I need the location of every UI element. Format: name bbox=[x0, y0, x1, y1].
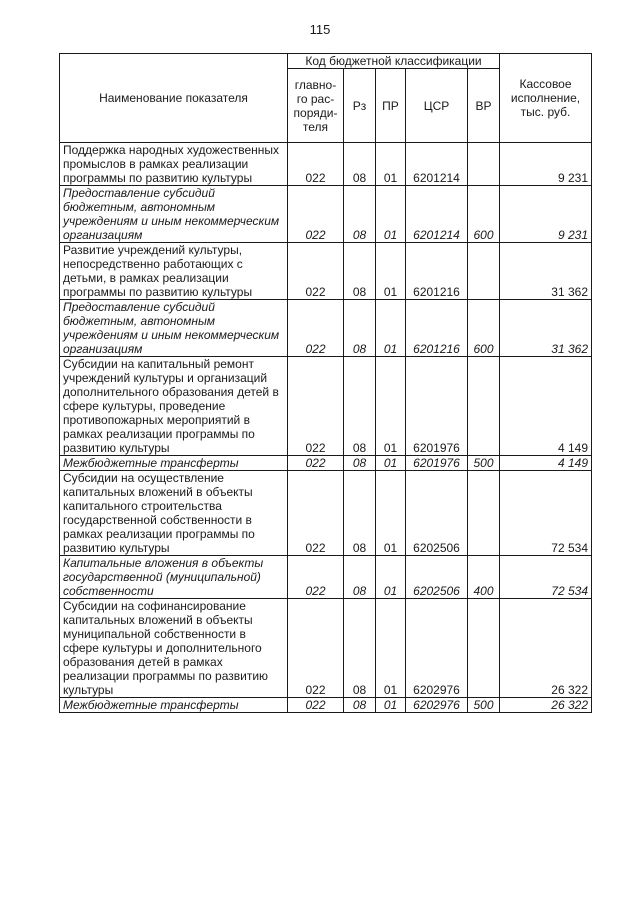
row-rz: 08 bbox=[344, 300, 376, 357]
row-amount: 26 322 bbox=[500, 698, 592, 713]
row-name: Предоставление субсидий бюджетным, автономным учреждениям и иным некоммерческим организациям bbox=[60, 186, 288, 243]
row-admin: 022 bbox=[288, 556, 344, 599]
row-csr: 6202506 bbox=[406, 556, 468, 599]
row-rz: 08 bbox=[344, 243, 376, 300]
row-amount: 26 322 bbox=[500, 599, 592, 698]
row-vr: 600 bbox=[468, 300, 500, 357]
row-rz: 08 bbox=[344, 357, 376, 456]
table-row bbox=[60, 243, 592, 300]
header-pr: ПР bbox=[376, 69, 406, 143]
row-amount: 31 362 bbox=[500, 300, 592, 357]
table-row bbox=[60, 556, 592, 599]
row-vr bbox=[468, 599, 500, 698]
row-csr: 6201216 bbox=[406, 300, 468, 357]
row-rz: 08 bbox=[344, 599, 376, 698]
header-admin-line: поряди- bbox=[293, 105, 338, 120]
header-admin-line: теля bbox=[302, 119, 329, 134]
row-amount: 9 231 bbox=[500, 143, 592, 186]
row-name: Поддержка народных художественных промыслов в рамках реализации программы по развитию культуры bbox=[60, 143, 288, 186]
row-pr: 01 bbox=[376, 143, 406, 186]
row-rz: 08 bbox=[344, 556, 376, 599]
table-row bbox=[60, 357, 592, 456]
row-admin: 022 bbox=[288, 300, 344, 357]
row-vr: 500 bbox=[468, 456, 500, 471]
page-number: 115 bbox=[309, 22, 331, 37]
row-amount: 4 149 bbox=[500, 456, 592, 471]
row-pr: 01 bbox=[376, 300, 406, 357]
row-amount: 9 231 bbox=[500, 186, 592, 243]
table-row bbox=[60, 471, 592, 556]
row-amount: 72 534 bbox=[500, 556, 592, 599]
header-amount-line: исполнение, bbox=[510, 91, 581, 105]
row-rz: 08 bbox=[344, 698, 376, 713]
row-admin: 022 bbox=[288, 599, 344, 698]
row-rz: 08 bbox=[344, 456, 376, 471]
row-admin: 022 bbox=[288, 243, 344, 300]
row-pr: 01 bbox=[376, 471, 406, 556]
row-pr: 01 bbox=[376, 243, 406, 300]
row-pr: 01 bbox=[376, 599, 406, 698]
row-name: Субсидии на капитальный ремонт учреждений культуры и организаций дополнительного образования детей в сфере культуры, проведение противопожарных мероприятий в рамках реализации программы по развитию культуры bbox=[60, 357, 288, 456]
row-admin: 022 bbox=[288, 698, 344, 713]
row-pr: 01 bbox=[376, 357, 406, 456]
row-vr: 600 bbox=[468, 186, 500, 243]
row-pr: 01 bbox=[376, 556, 406, 599]
row-admin: 022 bbox=[288, 186, 344, 243]
row-name: Субсидии на осуществление капитальных вложений в объекты капитального строительства государственной собственности в рамках реализации программы по развитию культуры bbox=[60, 471, 288, 556]
row-vr bbox=[468, 243, 500, 300]
row-rz: 08 bbox=[344, 471, 376, 556]
row-rz: 08 bbox=[344, 143, 376, 186]
row-csr: 6201216 bbox=[406, 243, 468, 300]
header-amount-line: Кассовое bbox=[519, 77, 572, 91]
header-amount bbox=[500, 54, 592, 143]
row-pr: 01 bbox=[376, 456, 406, 471]
header-admin bbox=[288, 69, 344, 143]
header-rz: Рз bbox=[344, 69, 376, 143]
table-row bbox=[60, 186, 592, 243]
row-vr bbox=[468, 357, 500, 456]
row-vr: 400 bbox=[468, 556, 500, 599]
row-csr: 6202506 bbox=[406, 471, 468, 556]
row-rz: 08 bbox=[344, 186, 376, 243]
budget-table bbox=[59, 53, 592, 713]
table-row bbox=[60, 599, 592, 698]
row-name: Межбюджетные трансферты bbox=[60, 456, 288, 471]
table-row bbox=[60, 456, 592, 471]
row-name: Предоставление субсидий бюджетным, автономным учреждениям и иным некоммерческим организациям bbox=[60, 300, 288, 357]
row-pr: 01 bbox=[376, 698, 406, 713]
row-amount: 72 534 bbox=[500, 471, 592, 556]
row-name: Межбюджетные трансферты bbox=[60, 698, 288, 713]
table-row bbox=[60, 698, 592, 713]
row-pr: 01 bbox=[376, 186, 406, 243]
row-admin: 022 bbox=[288, 456, 344, 471]
row-admin: 022 bbox=[288, 357, 344, 456]
row-csr: 6201976 bbox=[406, 456, 468, 471]
row-name: Развитие учреждений культуры, непосредственно работающих с детьми, в рамках реализации программы по развитию культуры bbox=[60, 243, 288, 300]
header-amount-line: тыс. руб. bbox=[520, 105, 571, 119]
table-row bbox=[60, 143, 592, 186]
header-name: Наименование показателя bbox=[60, 54, 288, 143]
row-vr bbox=[468, 143, 500, 186]
row-name: Капитальные вложения в объекты государственной (муниципальной) собственности bbox=[60, 556, 288, 599]
row-csr: 6202976 bbox=[406, 599, 468, 698]
header-vr: ВР bbox=[468, 69, 500, 143]
row-csr: 6201214 bbox=[406, 186, 468, 243]
row-admin: 022 bbox=[288, 471, 344, 556]
row-csr: 6201976 bbox=[406, 357, 468, 456]
header-admin-line: го рас- bbox=[296, 91, 335, 106]
row-csr: 6201214 bbox=[406, 143, 468, 186]
row-admin: 022 bbox=[288, 143, 344, 186]
row-name: Субсидии на софинансирование капитальных вложений в объекты муниципальной собственности в сфере культуры и дополнительного образования детей в рамках реализации программы по развитию культуры bbox=[60, 599, 288, 698]
header-csr: ЦСР bbox=[406, 69, 468, 143]
row-vr: 500 bbox=[468, 698, 500, 713]
row-vr bbox=[468, 471, 500, 556]
row-amount: 4 149 bbox=[500, 357, 592, 456]
table-row bbox=[60, 300, 592, 357]
row-amount: 31 362 bbox=[500, 243, 592, 300]
header-admin-line: главно- bbox=[294, 77, 337, 92]
header-classification-group: Код бюджетной классификации bbox=[288, 54, 500, 69]
row-csr: 6202976 bbox=[406, 698, 468, 713]
